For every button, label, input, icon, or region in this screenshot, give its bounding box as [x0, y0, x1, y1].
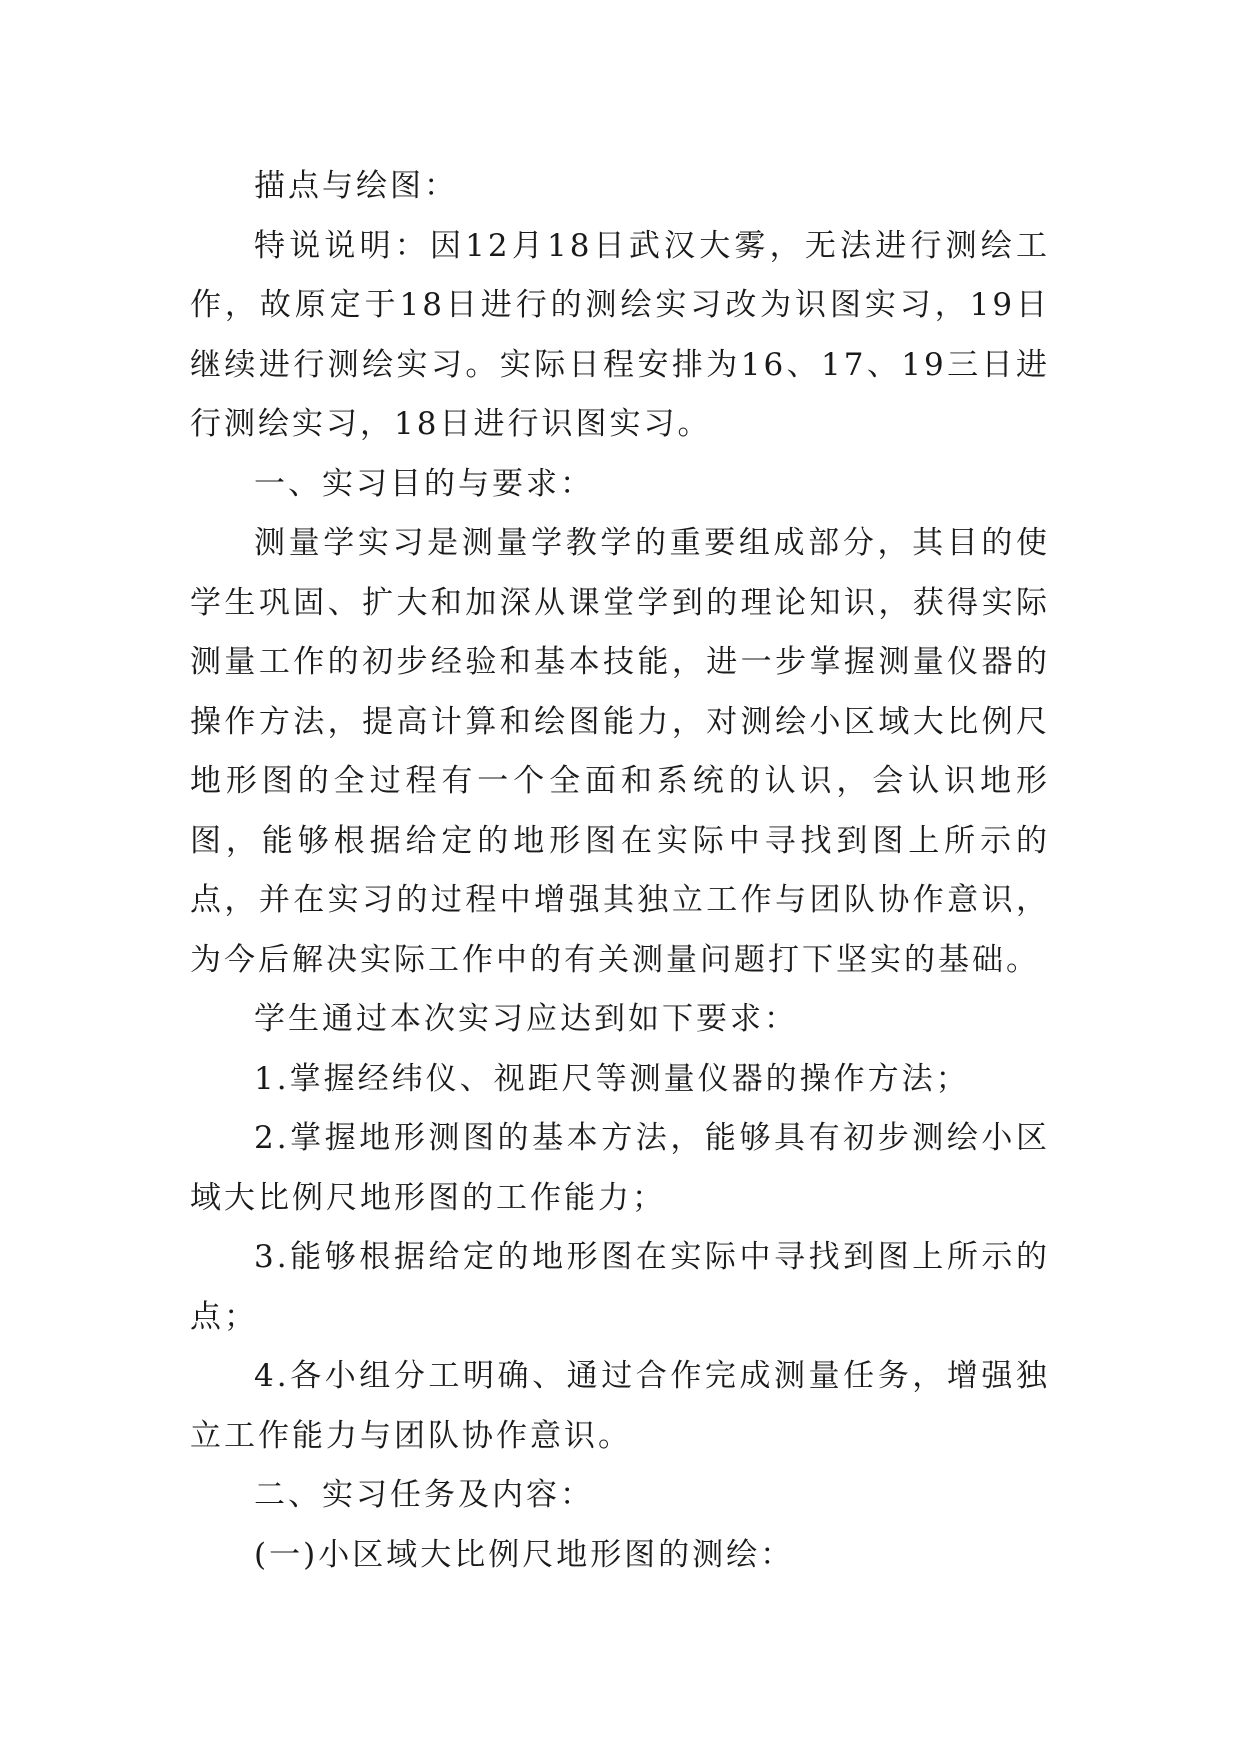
document-body	[190, 157, 1050, 1585]
section-heading-purpose: 一、实习目的与要求：	[254, 465, 594, 502]
paragraph-purpose-body: 测量学实习是测量学教学的重要组成部分，其目的使学生巩固、扩大和加深从课堂学到的理论知识，获得实际测量工作的初步经验和基本技能，进一步掌握测量仪器的操作方法，提高计算和绘图能力，对测绘小区域大比例尺地形图的全过程有一个全面和系统的认识，会认识地形图，能够根据给定的地形图在实际中寻找到图上所示的点，并在实习的过程中增强其独立工作与团队协作意识，为今后解决实际工作中的有关测量问题打下坚实的基础。	[190, 525, 1050, 978]
section-heading-tasks: 二、实习任务及内容：	[254, 1477, 594, 1513]
requirement-item-3: 3.能够根据给定的地形图在实际中寻找到图上所示的点；	[190, 1239, 1050, 1335]
paragraph-plotting-heading: 描点与绘图：	[254, 168, 458, 204]
requirement-item-1: 1.掌握经纬仪、视距尺等测量仪器的操作方法；	[254, 1060, 970, 1097]
paragraph-special-note: 特说说明：因12月18日武汉大雾，无法进行测绘工作，故原定于18日进行的测绘实习改为识图实习，19日继续进行测绘实习。实际日程安排为16、17、19三日进行测绘实习，18日进行识图实习。	[190, 227, 1050, 442]
requirement-item-4: 4.各小组分工明确、通过合作完成测量任务，增强独立工作能力与团队协作意识。	[190, 1358, 1050, 1454]
paragraph-requirements-intro: 学生通过本次实习应达到如下要求：	[254, 1001, 798, 1037]
requirement-item-2: 2.掌握地形测图的基本方法，能够具有初步测绘小区域大比例尺地形图的工作能力；	[190, 1120, 1050, 1216]
subsection-heading-mapping: (一)小区域大比例尺地形图的测绘：	[254, 1536, 795, 1573]
